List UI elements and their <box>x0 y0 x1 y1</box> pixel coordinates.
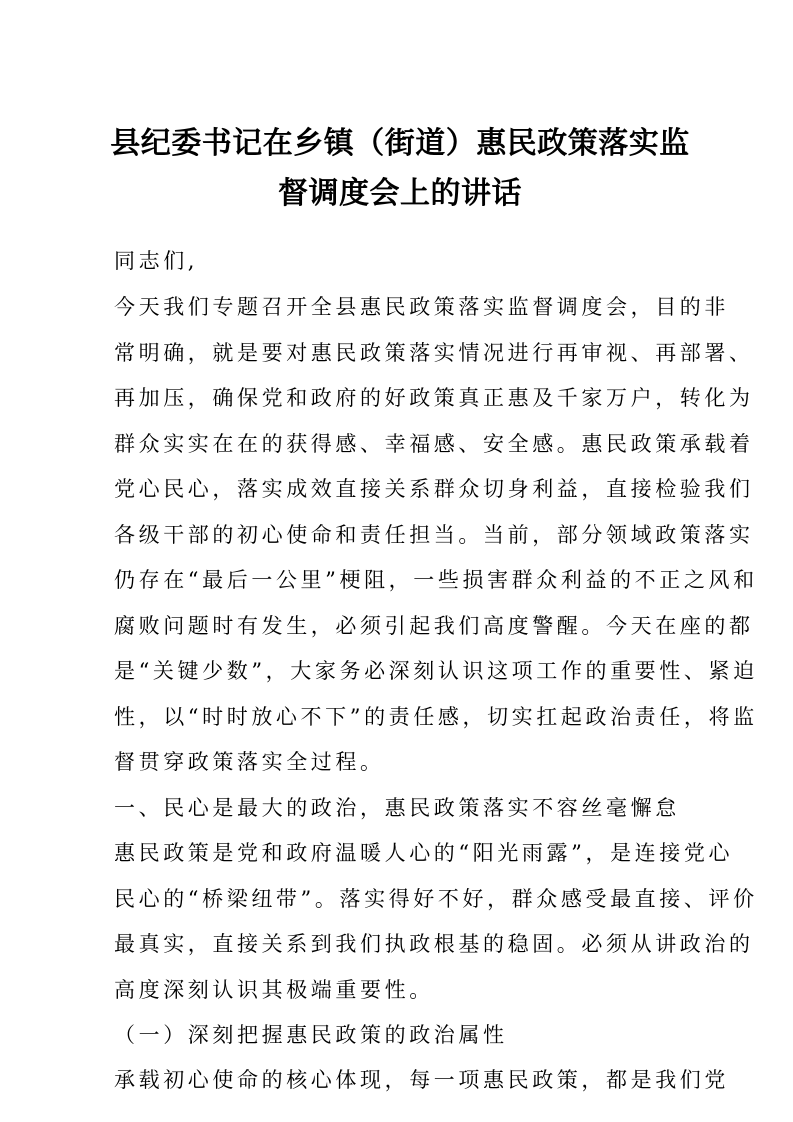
document-title-line-2: 督调度会上的讲话 <box>278 176 522 211</box>
paragraph-line: 高度深刻认识其极端重要性。 <box>114 978 434 1002</box>
salutation: 同志们, <box>114 249 199 273</box>
paragraph-line: 惠民政策是党和政府温暖人心的“阳光雨露”，是连接党心 <box>114 841 734 865</box>
paragraph-line: 督贯穿政策落实全过程。 <box>114 750 385 774</box>
paragraph-line: 各级干部的初心使命和责任担当。当前，部分领域政策落实 <box>114 523 754 547</box>
paragraph-line: 最真实，直接关系到我们执政根基的稳固。必须从讲政治的 <box>114 932 754 956</box>
section-heading: 一、民心是最大的政治，惠民政策落实不容丝毫懈怠 <box>114 796 680 820</box>
paragraph-line: 党心民心，落实成效直接关系群众切身利益，直接检验我们 <box>114 477 754 501</box>
paragraph-line: 承载初心使命的核心体现，每一项惠民政策，都是我们党 <box>114 1068 729 1092</box>
paragraph-line: 再加压，确保党和政府的好政策真正惠及千家万户，转化为 <box>114 386 754 410</box>
paragraph-line: 群众实实在在的获得感、幸福感、安全感。惠民政策承载着 <box>114 432 754 456</box>
paragraph-line: 是“关键少数”，大家务必深刻认识这项工作的重要性、紧迫 <box>114 659 758 683</box>
paragraph-line: 性，以“时时放心不下”的责任感，切实扛起政治责任，将监 <box>114 705 758 729</box>
subsection-heading: （一）深刻把握惠民政策的政治属性 <box>114 1023 508 1047</box>
document-title-line-1: 县纪委书记在乡镇（街道）惠民政策落实监 <box>110 126 690 161</box>
paragraph-line: 仍存在“最后一公里”梗阻，一些损害群众利益的不正之风和 <box>114 568 758 592</box>
paragraph-line: 民心的“桥梁纽带”。落实得好不好，群众感受最直接、评价 <box>114 887 758 911</box>
paragraph-line: 今天我们专题召开全县惠民政策落实监督调度会，目的非 <box>114 295 729 319</box>
paragraph-line: 腐败问题时有发生，必须引起我们高度警醒。今天在座的都 <box>114 614 754 638</box>
paragraph-line: 常明确，就是要对惠民政策落实情况进行再审视、再部署、 <box>114 341 754 365</box>
